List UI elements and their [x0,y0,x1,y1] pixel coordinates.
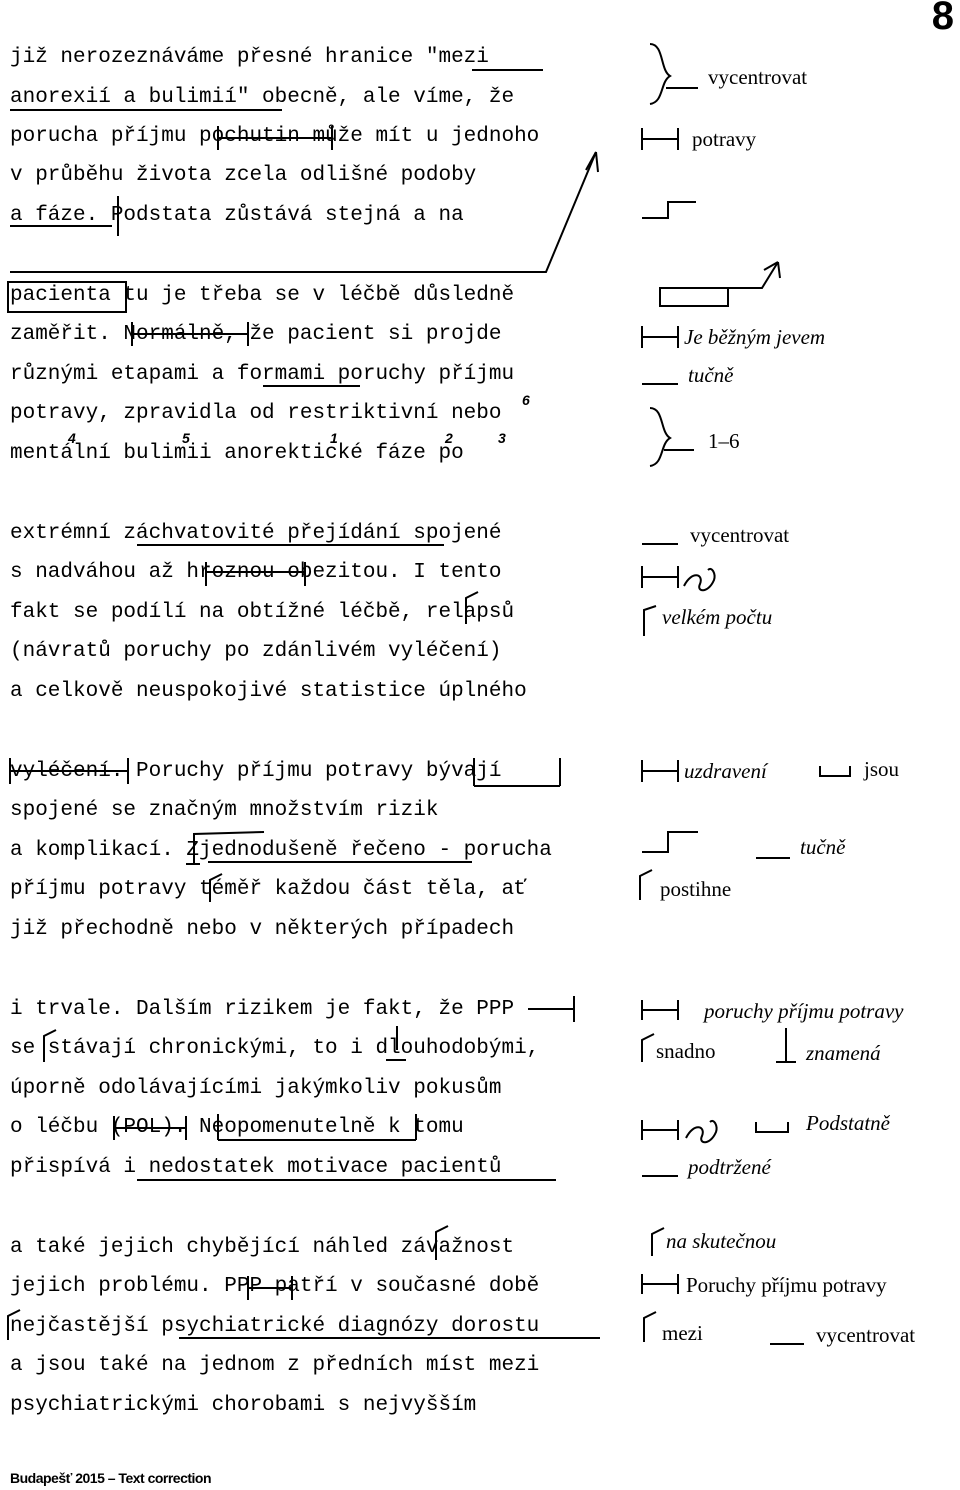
margin-note-vycentrovat-3: vycentrovat [816,1323,916,1347]
text-line-4: v průběhu života zcela odlišné podoby [10,164,477,187]
order-digit-3: 3 [498,430,506,446]
page-number: 8 [931,0,954,38]
text-line-13: fakt se podílí na obtížné léčbě, relapsů [10,601,515,624]
text-line-3: porucha příjmu pochutin může mít u jednoho [10,125,540,148]
margin-note-vycentrovat-2: vycentrovat [690,523,790,547]
text-line-11: extrémní záchvatovité přejídání spojené [10,522,502,545]
text-line-25: přispívá i nedostatek motivace pacientů [10,1156,502,1179]
margin-note-mezi: mezi [662,1321,703,1345]
text-line-12: s nadváhou až hroznou obezitou. I tento [10,561,502,584]
margin-note-snadno: snadno [656,1039,716,1063]
text-line-14: (návratů poruchy po zdánlivém vyléčení) [10,640,502,663]
text-line-15: a celkově neuspokojivé statistice úplného [10,680,527,703]
margin-note-1-6: 1–6 [708,429,740,453]
margin-note-postihne: postihne [660,877,732,901]
text-line-5: a fáze. Podstata zůstává stejná a na [10,204,464,227]
text-line-10: mentální bulimii anorektické fáze po [10,442,464,465]
text-line-22: se stávají chronickými, to i dlouhodobými, [10,1037,540,1060]
order-digit-5: 5 [182,430,190,446]
text-line-2: anorexií a bulimií" obecně, ale víme, že [10,86,515,109]
text-line-23: úporně odolávajícími jakýmkoliv pokusům [10,1077,502,1100]
margin-note-je-beznym-jevem: Je běžným jevem [684,325,826,349]
page-footer: Budapešť 2015 – Text correction [10,1470,212,1486]
order-digit-4: 4 [68,430,76,446]
order-digit-6: 6 [522,392,530,408]
text-line-26: a také jejich chybějící náhled závažnost [10,1236,515,1259]
margin-note-poruchy-prijmu-potravy-1: poruchy příjmu potravy [704,999,904,1023]
text-line-7: zaměřit. Normálně, že pacient si projde [10,323,502,346]
text-line-1: již nerozeznáváme přesné hranice "mezi [10,46,489,69]
text-line-19: příjmu potravy téměř každou část těla, ať [10,878,527,901]
text-line-6: pacienta tu je třeba se v léčbě důsledně [10,284,515,307]
text-line-9: potravy, zpravidla od restriktivní nebo [10,402,502,425]
text-line-8: různými etapami a formami poruchy příjmu [10,363,515,386]
text-line-24: o léčbu (POL). Neopomenutelně k tomu [10,1116,464,1139]
margin-note-potravy: potravy [692,127,757,151]
margin-note-podtrzene: podtržené [688,1155,771,1179]
margin-note-tucne-2: tučně [800,835,846,859]
text-line-20: již přechodně nebo v některých případech [10,918,515,941]
text-line-17: spojené se značným množstvím rizik [10,799,439,822]
margin-note-tucne-1: tučně [688,363,734,387]
margin-note-na-skutecnou: na skutečnou [666,1229,777,1253]
text-line-16: vyléčení. Poruchy příjmu potravy bývají [10,760,502,783]
margin-note-poruchy-prijmu-potravy-2: Poruchy příjmu potravy [686,1273,887,1297]
text-line-29: a jsou také na jednom z předních míst mezi [10,1354,540,1377]
text-line-30: psychiatrickými chorobami s nejvyšším [10,1394,477,1417]
text-line-21: i trvale. Dalším rizikem je fakt, že PPP [10,998,515,1021]
order-digit-2: 2 [445,430,453,446]
margin-note-jsou: jsou [864,757,900,781]
margin-note-vycentrovat-1: vycentrovat [708,65,808,89]
margin-note-uzdraveni: uzdravení [684,759,767,783]
margin-note-velkem-poctu: velkém počtu [662,605,773,629]
text-line-27: jejich problému. PPP patří v současné době [10,1275,540,1298]
text-line-18: a komplikací. Zjednodušeně řečeno - porucha [10,839,552,862]
text-line-28: nejčastější psychiatrické diagnózy dorostu [10,1315,540,1338]
order-digit-1: 1 [330,430,338,446]
margin-note-podstatne: Podstatně [806,1111,890,1135]
margin-note-znamena: znamená [806,1041,881,1065]
